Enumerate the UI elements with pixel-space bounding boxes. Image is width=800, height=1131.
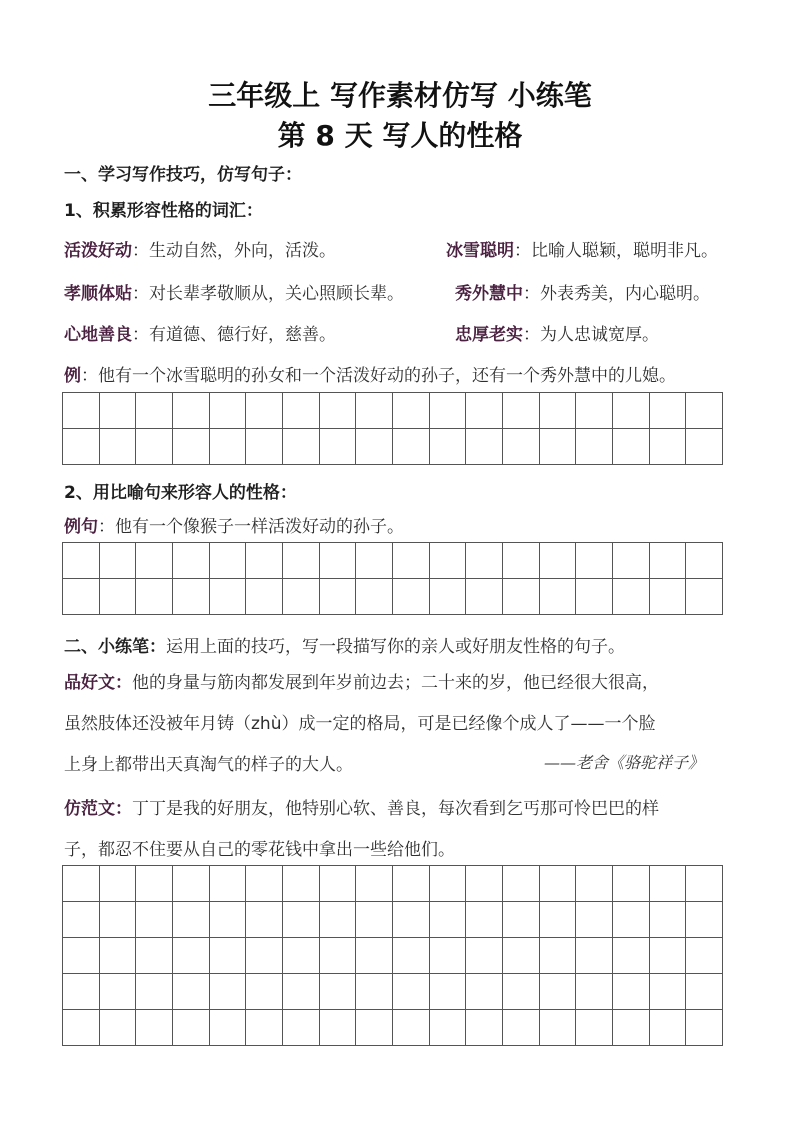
grid-cell[interactable]: [172, 902, 209, 938]
grid-cell[interactable]: [466, 429, 503, 465]
grid-cell[interactable]: [209, 974, 246, 1010]
grid-cell[interactable]: [649, 579, 686, 615]
grid-cell[interactable]: [63, 393, 100, 429]
vocab-term: 忠厚老实: [455, 325, 523, 345]
grid-cell[interactable]: [356, 866, 393, 902]
vocab-item: [64, 236, 336, 261]
vocab-def: ：为人忠诚宽厚。: [523, 325, 659, 345]
grid-cell[interactable]: [649, 974, 686, 1010]
grid-cell[interactable]: [539, 393, 576, 429]
grid-cell[interactable]: [576, 429, 613, 465]
grid-cell[interactable]: [99, 902, 136, 938]
example-text-2: ：他有一个像猴子一样活泼好动的孙子。: [98, 517, 404, 537]
grid-cell[interactable]: [99, 543, 136, 579]
grid-cell[interactable]: [172, 579, 209, 615]
grid-cell[interactable]: [686, 902, 723, 938]
example-sentence-2: [64, 512, 404, 537]
grid-cell[interactable]: [172, 866, 209, 902]
grid-cell[interactable]: [576, 866, 613, 902]
grid-cell[interactable]: [172, 974, 209, 1010]
grid-cell[interactable]: [576, 579, 613, 615]
grid-cell[interactable]: [356, 543, 393, 579]
grid-cell[interactable]: [282, 902, 319, 938]
grid-cell[interactable]: [209, 429, 246, 465]
grid-cell[interactable]: [209, 393, 246, 429]
grid-cell[interactable]: [63, 866, 100, 902]
good-passage-label: 品好文：: [64, 673, 132, 693]
vocab-item: [64, 320, 336, 345]
grid-cell[interactable]: [63, 579, 100, 615]
vocab-term: 冰雪聪明: [446, 241, 514, 261]
grid-cell[interactable]: [612, 579, 649, 615]
writing-grid-3[interactable]: [62, 865, 723, 1046]
grid-cell[interactable]: [392, 393, 429, 429]
grid-cell[interactable]: [319, 866, 356, 902]
vocab-def: ：对长辈孝敬顺从，关心照顾长辈。: [132, 284, 404, 304]
grid-cell[interactable]: [466, 393, 503, 429]
grid-cell[interactable]: [612, 393, 649, 429]
vocab-term: 秀外慧中: [455, 284, 523, 304]
example-label: 例: [64, 366, 81, 386]
grid-cell[interactable]: [429, 393, 466, 429]
grid-cell[interactable]: [356, 938, 393, 974]
page-title-line2: 第 8 天 写人的性格: [277, 119, 523, 152]
imitation-text: 丁丁是我的好朋友，他特别心软、善良，每次看到乞丐那可怜巴巴的样: [132, 799, 659, 819]
writing-grid-1[interactable]: [62, 392, 723, 465]
section1-heading: 一、学习写作技巧，仿写句子：: [64, 165, 302, 185]
grid-cell[interactable]: [99, 429, 136, 465]
grid-cell[interactable]: [649, 429, 686, 465]
grid-cell[interactable]: [539, 1010, 576, 1046]
grid-cell[interactable]: [612, 543, 649, 579]
example-sentence: [64, 361, 676, 386]
section2-instruction: 运用上面的技巧，写一段描写你的亲人或好朋友性格的句子。: [166, 637, 625, 657]
grid-cell[interactable]: [246, 866, 283, 902]
grid-cell[interactable]: [686, 974, 723, 1010]
grid-cell[interactable]: [99, 938, 136, 974]
grid-cell[interactable]: [246, 1010, 283, 1046]
grid-cell[interactable]: [539, 429, 576, 465]
grid-cell[interactable]: [319, 902, 356, 938]
grid-cell[interactable]: [99, 974, 136, 1010]
grid-cell[interactable]: [319, 429, 356, 465]
grid-cell[interactable]: [356, 579, 393, 615]
grid-cell[interactable]: [429, 1010, 466, 1046]
grid-cell[interactable]: [649, 543, 686, 579]
vocab-item: [455, 320, 659, 345]
grid-cell[interactable]: [136, 429, 173, 465]
grid-cell[interactable]: [392, 902, 429, 938]
grid-cell[interactable]: [539, 579, 576, 615]
grid-cell[interactable]: [209, 866, 246, 902]
grid-cell[interactable]: [172, 393, 209, 429]
grid-cell[interactable]: [429, 429, 466, 465]
grid-cell[interactable]: [63, 543, 100, 579]
grid-cell[interactable]: [136, 974, 173, 1010]
grid-cell[interactable]: [246, 579, 283, 615]
grid-cell[interactable]: [502, 938, 539, 974]
grid-cell[interactable]: [502, 429, 539, 465]
vocab-item: [64, 279, 404, 304]
vocab-term: 心地善良: [64, 325, 132, 345]
grid-cell[interactable]: [686, 866, 723, 902]
grid-cell[interactable]: [612, 429, 649, 465]
vocab-def: ：有道德、德行好，慈善。: [132, 325, 336, 345]
grid-cell[interactable]: [539, 974, 576, 1010]
grid-cell[interactable]: [246, 974, 283, 1010]
good-passage-source: ——老舍《骆驼祥子》: [544, 753, 705, 772]
grid-cell[interactable]: [282, 429, 319, 465]
grid-cell[interactable]: [246, 938, 283, 974]
grid-cell[interactable]: [686, 429, 723, 465]
grid-cell[interactable]: [136, 938, 173, 974]
grid-cell[interactable]: [649, 1010, 686, 1046]
grid-cell[interactable]: [99, 866, 136, 902]
grid-cell[interactable]: [612, 1010, 649, 1046]
grid-cell[interactable]: [612, 902, 649, 938]
section2-heading: 二、小练笔：: [64, 637, 166, 657]
grid-cell[interactable]: [466, 543, 503, 579]
grid-cell[interactable]: [63, 429, 100, 465]
grid-cell[interactable]: [502, 902, 539, 938]
good-passage-line2: 虽然肢体还没被年月铸（zhù）成一定的格局，可是已经像个成人了——一个脸: [64, 714, 656, 734]
sub1-heading: 1、积累形容性格的词汇：: [64, 201, 263, 221]
grid-cell[interactable]: [136, 393, 173, 429]
grid-cell[interactable]: [319, 579, 356, 615]
grid-cell[interactable]: [63, 974, 100, 1010]
grid-cell[interactable]: [136, 866, 173, 902]
grid-cell[interactable]: [649, 393, 686, 429]
grid-cell[interactable]: [392, 866, 429, 902]
grid-cell[interactable]: [502, 1010, 539, 1046]
grid-cell[interactable]: [502, 543, 539, 579]
grid-cell[interactable]: [282, 543, 319, 579]
vocab-def: ：生动自然，外向，活泼。: [132, 241, 336, 261]
grid-cell[interactable]: [649, 866, 686, 902]
grid-cell[interactable]: [136, 579, 173, 615]
imitation-line2: 子，都忍不住要从自己的零花钱中拿出一些给他们。: [64, 840, 455, 860]
grid-cell[interactable]: [502, 866, 539, 902]
grid-cell[interactable]: [502, 974, 539, 1010]
imitation-label: 仿范文：: [64, 799, 132, 819]
vocab-item: [446, 236, 718, 261]
grid-cell[interactable]: [282, 579, 319, 615]
grid-cell[interactable]: [466, 579, 503, 615]
grid-cell[interactable]: [136, 1010, 173, 1046]
page-title-line1: 三年级上 写作素材仿写 小练笔: [208, 79, 592, 112]
grid-cell[interactable]: [576, 902, 613, 938]
grid-cell[interactable]: [209, 1010, 246, 1046]
grid-cell[interactable]: [429, 902, 466, 938]
grid-cell[interactable]: [466, 974, 503, 1010]
example-text: ：他有一个冰雪聪明的孙女和一个活泼好动的孙子，还有一个秀外慧中的儿媳。: [81, 366, 676, 386]
grid-cell[interactable]: [246, 543, 283, 579]
grid-cell[interactable]: [246, 902, 283, 938]
grid-cell[interactable]: [429, 579, 466, 615]
grid-cell[interactable]: [612, 866, 649, 902]
good-passage-line3: 上身上都带出天真淘气的样子的大人。: [64, 755, 353, 775]
grid-cell[interactable]: [429, 938, 466, 974]
grid-cell[interactable]: [356, 393, 393, 429]
grid-cell[interactable]: [576, 543, 613, 579]
grid-cell[interactable]: [282, 974, 319, 1010]
grid-cell[interactable]: [319, 974, 356, 1010]
grid-cell[interactable]: [686, 543, 723, 579]
grid-cell[interactable]: [539, 938, 576, 974]
grid-cell[interactable]: [686, 393, 723, 429]
grid-cell[interactable]: [99, 1010, 136, 1046]
grid-cell[interactable]: [356, 902, 393, 938]
grid-cell[interactable]: [392, 543, 429, 579]
grid-cell[interactable]: [63, 902, 100, 938]
grid-cell[interactable]: [539, 543, 576, 579]
grid-cell[interactable]: [392, 938, 429, 974]
grid-cell[interactable]: [392, 579, 429, 615]
grid-cell[interactable]: [172, 1010, 209, 1046]
grid-cell[interactable]: [282, 866, 319, 902]
grid-cell[interactable]: [392, 1010, 429, 1046]
grid-cell[interactable]: [209, 579, 246, 615]
imitation-line1: [64, 794, 659, 819]
grid-cell[interactable]: [466, 866, 503, 902]
writing-grid-2[interactable]: [62, 542, 723, 615]
grid-cell[interactable]: [502, 393, 539, 429]
section2-heading-row: [64, 632, 625, 657]
grid-cell[interactable]: [356, 429, 393, 465]
grid-cell[interactable]: [686, 1010, 723, 1046]
grid-cell[interactable]: [466, 1010, 503, 1046]
grid-cell[interactable]: [63, 938, 100, 974]
grid-cell[interactable]: [576, 1010, 613, 1046]
vocab-item: [455, 279, 710, 304]
vocab-term: 孝顺体贴: [64, 284, 132, 304]
example-label-2: 例句: [64, 517, 98, 537]
grid-cell[interactable]: [429, 543, 466, 579]
grid-cell[interactable]: [649, 902, 686, 938]
sub2-heading: 2、用比喻句来形容人的性格：: [64, 483, 297, 503]
grid-cell[interactable]: [612, 974, 649, 1010]
grid-cell[interactable]: [209, 543, 246, 579]
vocab-term: 活泼好动: [64, 241, 132, 261]
grid-cell[interactable]: [246, 393, 283, 429]
vocab-def: ：比喻人聪颖，聪明非凡。: [514, 241, 718, 261]
grid-cell[interactable]: [99, 393, 136, 429]
grid-cell[interactable]: [172, 938, 209, 974]
grid-cell[interactable]: [319, 393, 356, 429]
grid-cell[interactable]: [282, 938, 319, 974]
grid-cell[interactable]: [466, 938, 503, 974]
grid-cell[interactable]: [612, 938, 649, 974]
grid-cell[interactable]: [686, 938, 723, 974]
grid-cell[interactable]: [209, 938, 246, 974]
grid-cell[interactable]: [319, 543, 356, 579]
grid-cell[interactable]: [282, 393, 319, 429]
grid-cell[interactable]: [576, 393, 613, 429]
grid-cell[interactable]: [172, 429, 209, 465]
grid-cell[interactable]: [429, 974, 466, 1010]
good-passage-line1: [64, 668, 659, 693]
grid-cell[interactable]: [172, 543, 209, 579]
grid-cell[interactable]: [356, 974, 393, 1010]
grid-cell[interactable]: [429, 866, 466, 902]
grid-cell[interactable]: [209, 902, 246, 938]
good-passage-text: 他的身量与筋肉都发展到年岁前边去；二十来的岁，他已经很大很高，: [132, 673, 659, 693]
grid-cell[interactable]: [319, 938, 356, 974]
grid-cell[interactable]: [539, 866, 576, 902]
grid-cell[interactable]: [136, 543, 173, 579]
grid-cell[interactable]: [649, 938, 686, 974]
grid-cell[interactable]: [392, 974, 429, 1010]
vocab-def: ：外表秀美，内心聪明。: [523, 284, 710, 304]
grid-cell[interactable]: [686, 579, 723, 615]
grid-cell[interactable]: [576, 938, 613, 974]
grid-cell[interactable]: [136, 902, 173, 938]
grid-cell[interactable]: [392, 429, 429, 465]
grid-cell[interactable]: [99, 579, 136, 615]
grid-cell[interactable]: [63, 1010, 100, 1046]
grid-cell[interactable]: [356, 1010, 393, 1046]
grid-cell[interactable]: [282, 1010, 319, 1046]
grid-cell[interactable]: [502, 579, 539, 615]
grid-cell[interactable]: [466, 902, 503, 938]
grid-cell[interactable]: [539, 902, 576, 938]
grid-cell[interactable]: [319, 1010, 356, 1046]
grid-cell[interactable]: [576, 974, 613, 1010]
grid-cell[interactable]: [246, 429, 283, 465]
